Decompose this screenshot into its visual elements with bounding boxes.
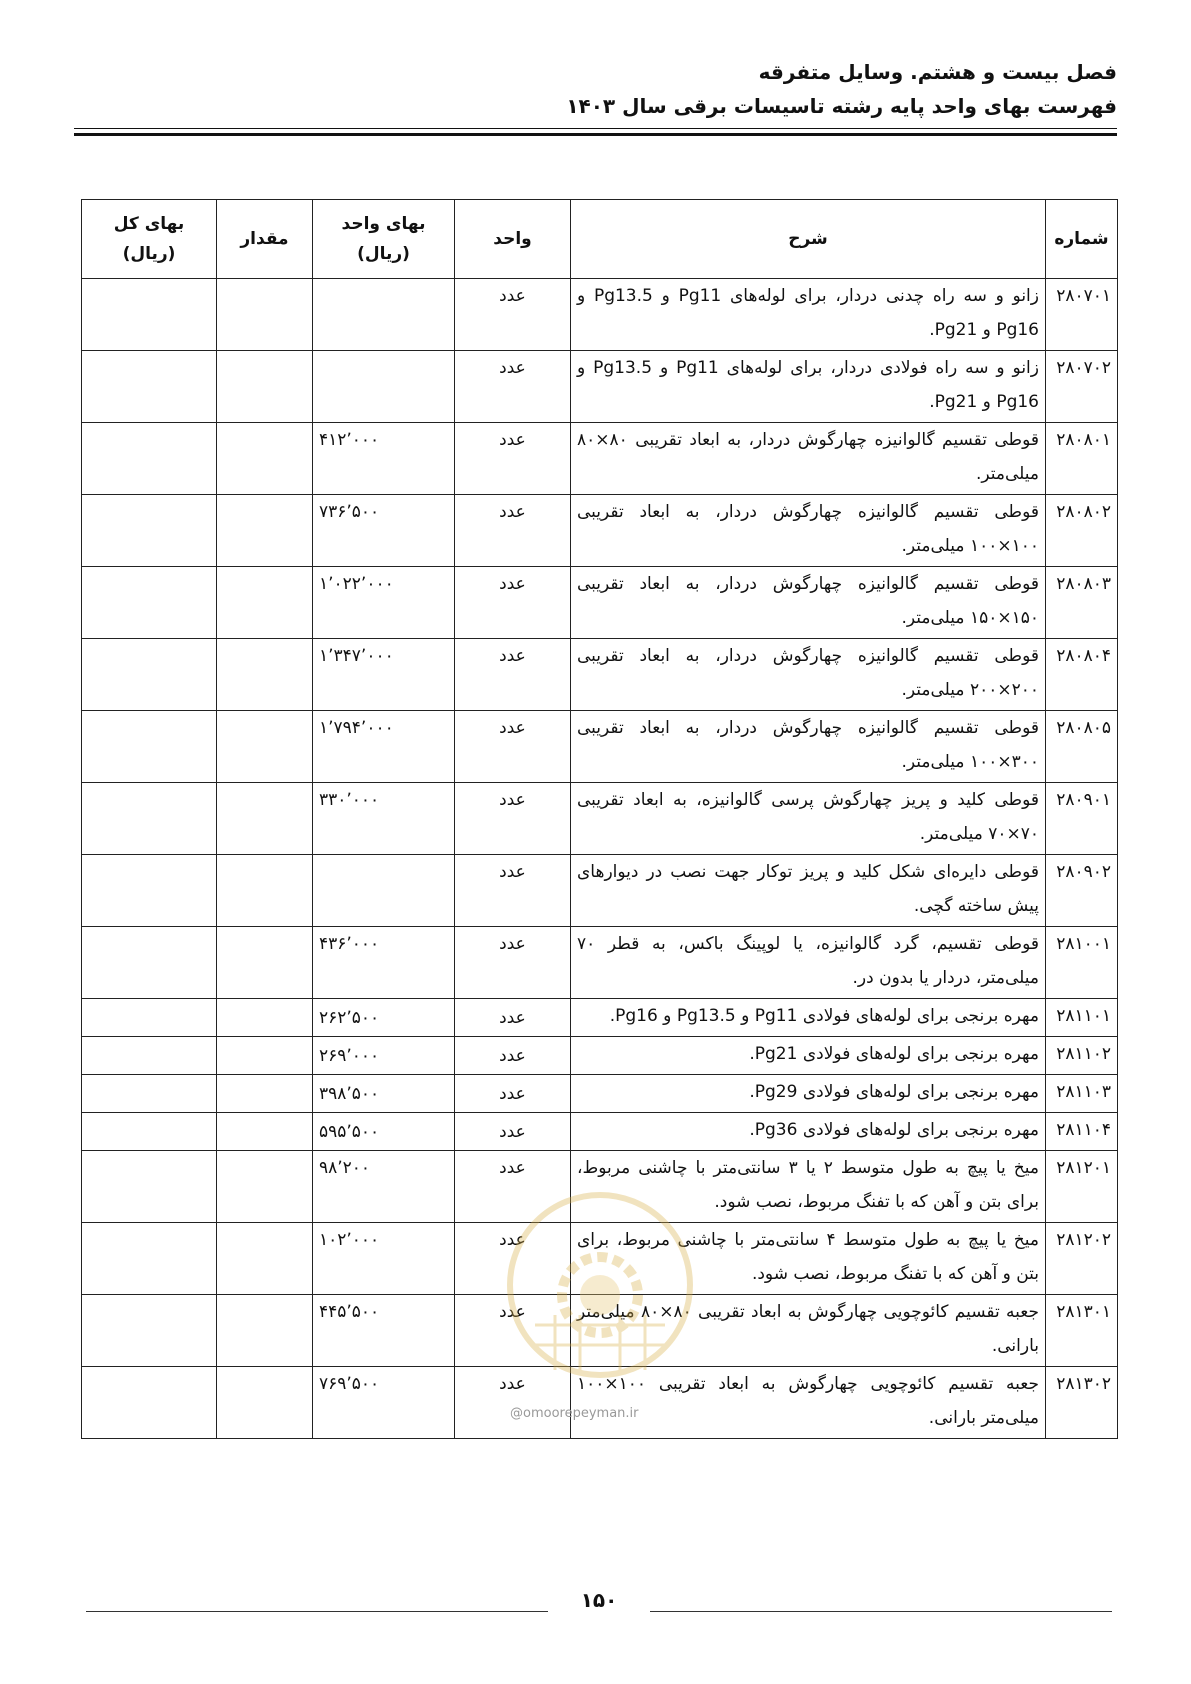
table-row <box>82 1367 1118 1439</box>
item-unit: عدد <box>455 279 571 351</box>
item-unit: عدد <box>455 999 571 1037</box>
item-number: ۲۸۱۱۰۳ <box>1046 1075 1118 1113</box>
item-description: قوطی تقسیم، گرد گالوانیزه، یا لوپینگ باکس، به قطر ۷۰ میلی‌متر، دردار یا بدون در. <box>571 927 1046 999</box>
table-row <box>82 927 1118 999</box>
table-row <box>82 1223 1118 1295</box>
item-description: میخ یا پیچ به طول متوسط ۲ یا ۳ سانتی‌متر با چاشنی مربوط، برای بتن و آهن که با تفنگ مربوط، نصب شود. <box>571 1151 1046 1223</box>
item-total-price <box>82 783 217 855</box>
item-description: زانو و سه راه فولادی دردار، برای لوله‌های Pg11 و Pg13.5 و Pg16 و Pg21. <box>571 351 1046 423</box>
item-unit: عدد <box>455 423 571 495</box>
table-row <box>82 783 1118 855</box>
item-number: ۲۸۰۸۰۴ <box>1046 639 1118 711</box>
item-number: ۲۸۱۲۰۲ <box>1046 1223 1118 1295</box>
item-quantity <box>217 1151 313 1223</box>
item-unit: عدد <box>455 567 571 639</box>
item-total-price <box>82 1075 217 1113</box>
item-quantity <box>217 1037 313 1075</box>
item-total-price <box>82 351 217 423</box>
item-number: ۲۸۱۱۰۴ <box>1046 1113 1118 1151</box>
item-total-price <box>82 927 217 999</box>
table-row <box>82 279 1118 351</box>
item-quantity <box>217 495 313 567</box>
item-number: ۲۸۰۸۰۳ <box>1046 567 1118 639</box>
item-unit: عدد <box>455 351 571 423</box>
item-total-price <box>82 1367 217 1439</box>
item-description: قوطی تقسیم گالوانیزه چهارگوش دردار، به ابعاد تقریبی ۲۰۰×۲۰۰ میلی‌متر. <box>571 639 1046 711</box>
item-unit-price: ۴۳۶٬۰۰۰ <box>313 927 455 999</box>
page-header <box>74 55 1117 123</box>
item-unit: عدد <box>455 855 571 927</box>
item-unit: عدد <box>455 639 571 711</box>
item-description: مهره برنجی برای لوله‌های فولادی Pg29. <box>571 1075 1046 1113</box>
item-description: مهره برنجی برای لوله‌های فولادی Pg11 و Pg13.5 و Pg16. <box>571 999 1046 1037</box>
footer-rule-left <box>86 1611 548 1612</box>
item-total-price <box>82 999 217 1037</box>
item-description: قوطی کلید و پریز چهارگوش پرسی گالوانیزه، به ابعاد تقریبی ۷۰×۷۰ میلی‌متر. <box>571 783 1046 855</box>
item-unit-price: ۹۸٬۲۰۰ <box>313 1151 455 1223</box>
item-total-price <box>82 1151 217 1223</box>
item-total-price <box>82 639 217 711</box>
table-row <box>82 423 1118 495</box>
table-row <box>82 1151 1118 1223</box>
item-unit: عدد <box>455 1295 571 1367</box>
item-unit: عدد <box>455 1367 571 1439</box>
item-unit: عدد <box>455 1113 571 1151</box>
item-quantity <box>217 639 313 711</box>
item-unit: عدد <box>455 1223 571 1295</box>
item-number: ۲۸۰۷۰۱ <box>1046 279 1118 351</box>
table-row <box>82 1037 1118 1075</box>
column-header-number: شماره <box>1046 200 1118 279</box>
item-unit: عدد <box>455 1151 571 1223</box>
column-header-unit-price: بهای واحد (ریال) <box>313 200 455 279</box>
item-unit: عدد <box>455 711 571 783</box>
item-unit-price: ۲۶۲٬۵۰۰ <box>313 999 455 1037</box>
item-quantity <box>217 1223 313 1295</box>
item-quantity <box>217 927 313 999</box>
item-unit-price: ۵۹۵٬۵۰۰ <box>313 1113 455 1151</box>
item-number: ۲۸۰۷۰۲ <box>1046 351 1118 423</box>
document-title: فهرست بهای واحد پایه رشته تاسیسات برقی سال ۱۴۰۳ <box>566 94 1117 118</box>
item-total-price <box>82 567 217 639</box>
item-total-price <box>82 1223 217 1295</box>
item-description: مهره برنجی برای لوله‌های فولادی Pg36. <box>571 1113 1046 1151</box>
item-description: قوطی تقسیم گالوانیزه چهارگوش دردار، به ابعاد تقریبی ۱۵۰×۱۵۰ میلی‌متر. <box>571 567 1046 639</box>
item-description: جعبه تقسیم کائوچویی چهارگوش به ابعاد تقریبی ۱۰۰×۱۰۰ میلی‌متر بارانی. <box>571 1367 1046 1439</box>
item-total-price <box>82 1113 217 1151</box>
table-row <box>82 1113 1118 1151</box>
item-unit: عدد <box>455 783 571 855</box>
item-unit-price: ۳۳۰٬۰۰۰ <box>313 783 455 855</box>
item-unit-price: ۴۴۵٬۵۰۰ <box>313 1295 455 1367</box>
item-number: ۲۸۰۸۰۲ <box>1046 495 1118 567</box>
table-row <box>82 567 1118 639</box>
item-unit-price: ۷۶۹٬۵۰۰ <box>313 1367 455 1439</box>
page-number: ۱۵۰ <box>580 1588 618 1612</box>
item-number: ۲۸۰۸۰۵ <box>1046 711 1118 783</box>
column-header-total-price: بهای کل (ریال) <box>82 200 217 279</box>
item-number: ۲۸۰۸۰۱ <box>1046 423 1118 495</box>
item-unit-price: ۱٬۳۴۷٬۰۰۰ <box>313 639 455 711</box>
column-header-description: شرح <box>571 200 1046 279</box>
item-unit-price: ۱٬۷۹۴٬۰۰۰ <box>313 711 455 783</box>
item-number: ۲۸۱۲۰۱ <box>1046 1151 1118 1223</box>
item-description: جعبه تقسیم کائوچویی چهارگوش به ابعاد تقریبی ۸۰×۸۰ میلی‌متر بارانی. <box>571 1295 1046 1367</box>
table-row <box>82 495 1118 567</box>
column-header-quantity: مقدار <box>217 200 313 279</box>
item-unit: عدد <box>455 495 571 567</box>
table-row <box>82 351 1118 423</box>
item-description: مهره برنجی برای لوله‌های فولادی Pg21. <box>571 1037 1046 1075</box>
item-description: قوطی تقسیم گالوانیزه چهارگوش دردار، به ابعاد تقریبی ۱۰۰×۱۰۰ میلی‌متر. <box>571 495 1046 567</box>
item-number: ۲۸۱۳۰۱ <box>1046 1295 1118 1367</box>
table-row <box>82 855 1118 927</box>
column-header-unit: واحد <box>455 200 571 279</box>
table-header-row <box>82 200 1118 279</box>
item-number: ۲۸۱۳۰۲ <box>1046 1367 1118 1439</box>
item-unit-price <box>313 855 455 927</box>
item-quantity <box>217 423 313 495</box>
header-rule-thin <box>74 128 1117 129</box>
header-rule-thick <box>74 133 1117 136</box>
item-total-price <box>82 855 217 927</box>
item-quantity <box>217 1075 313 1113</box>
item-unit-price: ۱۰۲٬۰۰۰ <box>313 1223 455 1295</box>
item-number: ۲۸۱۱۰۲ <box>1046 1037 1118 1075</box>
price-list-table <box>81 199 1118 1439</box>
item-quantity <box>217 999 313 1037</box>
item-total-price <box>82 711 217 783</box>
item-unit: عدد <box>455 1075 571 1113</box>
item-unit-price: ۷۳۶٬۵۰۰ <box>313 495 455 567</box>
item-quantity <box>217 783 313 855</box>
item-quantity <box>217 567 313 639</box>
footer-rule-right <box>650 1611 1112 1612</box>
item-quantity <box>217 711 313 783</box>
watermark-text: @omoorepeyman.ir <box>510 1406 639 1421</box>
item-description: قوطی تقسیم گالوانیزه چهارگوش دردار، به ابعاد تقریبی ۸۰×۸۰ میلی‌متر. <box>571 423 1046 495</box>
item-unit-price: ۳۹۸٬۵۰۰ <box>313 1075 455 1113</box>
item-number: ۲۸۰۹۰۱ <box>1046 783 1118 855</box>
item-quantity <box>217 855 313 927</box>
table-row <box>82 999 1118 1037</box>
item-quantity <box>217 1295 313 1367</box>
item-unit-price: ۴۱۲٬۰۰۰ <box>313 423 455 495</box>
item-unit: عدد <box>455 1037 571 1075</box>
item-quantity <box>217 1113 313 1151</box>
chapter-title: فصل بیست و هشتم. وسایل متفرقه <box>758 60 1117 84</box>
item-number: ۲۸۱۰۰۱ <box>1046 927 1118 999</box>
item-total-price <box>82 1037 217 1075</box>
item-quantity <box>217 279 313 351</box>
item-total-price <box>82 279 217 351</box>
item-unit-price: ۲۶۹٬۰۰۰ <box>313 1037 455 1075</box>
table-row <box>82 1295 1118 1367</box>
item-total-price <box>82 495 217 567</box>
item-unit-price <box>313 351 455 423</box>
item-quantity <box>217 1367 313 1439</box>
item-description: قوطی دایره‌ای شکل کلید و پریز توکار جهت نصب در دیوارهای پیش ساخته گچی. <box>571 855 1046 927</box>
item-number: ۲۸۱۱۰۱ <box>1046 999 1118 1037</box>
item-number: ۲۸۰۹۰۲ <box>1046 855 1118 927</box>
item-total-price <box>82 423 217 495</box>
item-unit-price <box>313 279 455 351</box>
item-unit: عدد <box>455 927 571 999</box>
item-description: زانو و سه راه چدنی دردار، برای لوله‌های Pg11 و Pg13.5 و Pg16 و Pg21. <box>571 279 1046 351</box>
table-row <box>82 639 1118 711</box>
item-total-price <box>82 1295 217 1367</box>
table-row <box>82 1075 1118 1113</box>
item-description: میخ یا پیچ به طول متوسط ۴ سانتی‌متر با چاشنی مربوط، برای بتن و آهن که با تفنگ مربوط، نصب شود. <box>571 1223 1046 1295</box>
item-unit-price: ۱٬۰۲۲٬۰۰۰ <box>313 567 455 639</box>
item-description: قوطی تقسیم گالوانیزه چهارگوش دردار، به ابعاد تقریبی ۳۰۰×۱۰۰ میلی‌متر. <box>571 711 1046 783</box>
item-quantity <box>217 351 313 423</box>
table-row <box>82 711 1118 783</box>
